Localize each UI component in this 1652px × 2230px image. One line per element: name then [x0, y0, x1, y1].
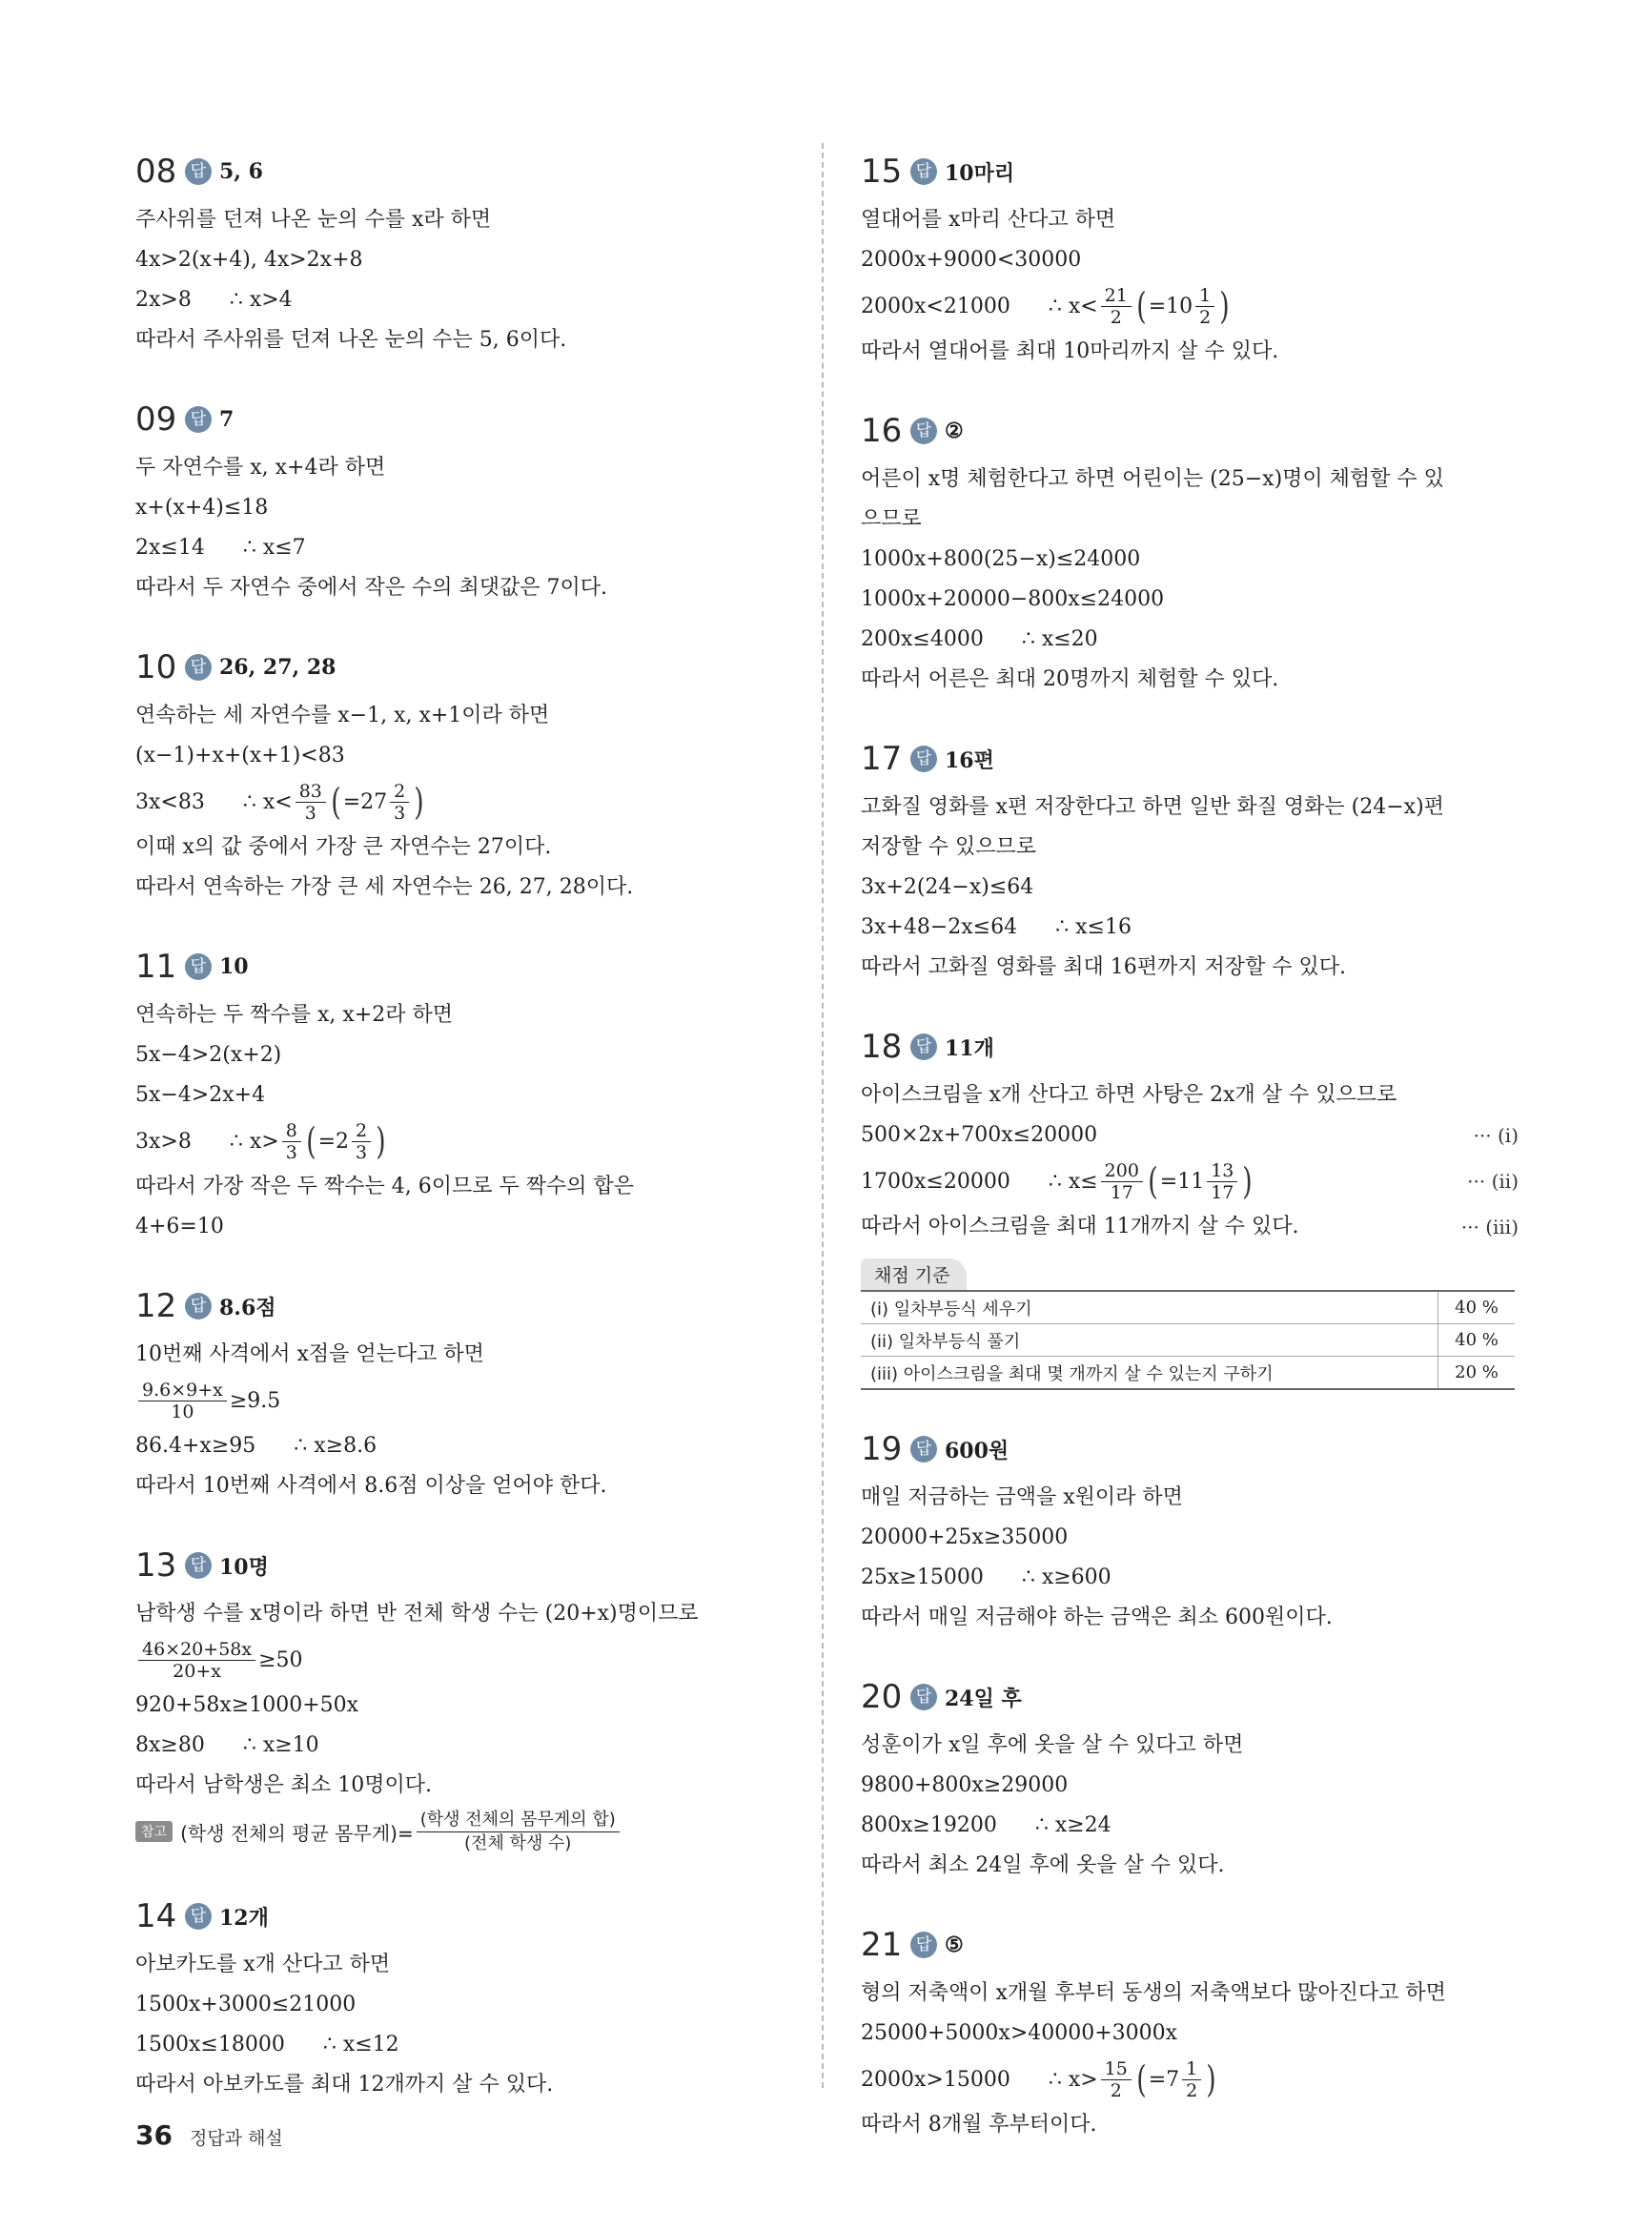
denominator: 3	[356, 1141, 368, 1163]
equation-line	[135, 1726, 669, 1766]
problem-number: 19	[861, 1430, 903, 1468]
numerator: 1	[1182, 2059, 1201, 2080]
problem-header	[135, 639, 669, 696]
solution-line: 연속하는 세 자연수를 x−1, x, x+1이라 하면	[135, 704, 550, 727]
answer-badge-icon: 답	[185, 1903, 212, 1930]
answer-text: 10마리	[945, 160, 1015, 186]
page-footer	[135, 2119, 283, 2151]
denominator: 2	[1199, 306, 1212, 328]
answer-text: 11개	[945, 1035, 994, 1061]
answer-text: 12개	[219, 1905, 269, 1931]
left-column	[135, 143, 699, 2136]
numerator: 2	[390, 782, 409, 803]
mixed-whole: =27	[342, 789, 388, 814]
problem-header	[861, 143, 1519, 200]
problem-number: 12	[135, 1287, 177, 1325]
equation-conclusion: ∴ x>	[1048, 2067, 1098, 2092]
equation-line: 1000x+20000−800x≤24000	[861, 587, 1165, 611]
fraction	[138, 1640, 255, 1681]
equation-conclusion: ∴ x>	[229, 1129, 279, 1154]
fraction	[1101, 1161, 1143, 1202]
step-marker: ··· (i)	[1473, 1124, 1519, 1147]
equation-line	[861, 1115, 1519, 1156]
equation-line	[135, 528, 669, 568]
problem-number: 20	[861, 1678, 903, 1716]
equation-line: 2000x<21000 ∴ x< $\frac{21}{2}$ ( =10 $\frac{1}{2}$ )	[861, 284, 1230, 328]
right-column	[861, 143, 1519, 2176]
rubric-percent: 40 %	[1438, 1291, 1516, 1324]
equation-line: 3x<83 ∴ x< $\frac{83}{3}$ ( =27 $\frac{2}{3}$ )	[135, 780, 424, 824]
denominator: 17	[1211, 1181, 1234, 1203]
numerator: 8	[282, 1121, 301, 1142]
solution-line: 두 자연수를 x, x+4라 하면	[135, 456, 386, 480]
conclusion-line: 따라서 남학생은 최소 10명이다.	[135, 1773, 432, 1797]
equation-line: 3x>8 ∴ x> $\frac{8}{3}$ ( =2 $\frac{2}{3}$ )	[135, 1119, 386, 1163]
equation-step: 2000x>15000	[861, 2067, 1010, 2092]
answer-text: 5, 6	[219, 159, 263, 184]
problem-number: 21	[861, 1926, 903, 1964]
problem-20	[861, 1668, 1519, 1886]
footer-title: 정답과 해설	[189, 2128, 283, 2149]
mixed-whole: =10	[1148, 294, 1193, 318]
denominator: 3	[394, 802, 406, 824]
numerator: 200	[1101, 1161, 1143, 1182]
problem-number: 14	[135, 1897, 177, 1935]
problem-header	[861, 1916, 1519, 1974]
answer-badge-icon: 답	[910, 1932, 937, 1958]
problem-14	[135, 1888, 669, 2105]
equation-line	[135, 2025, 669, 2065]
page-number: 36	[135, 2119, 173, 2151]
conclusion-line: 따라서 고화질 영화를 최대 16편까지 저장할 수 있다.	[861, 955, 1346, 979]
equation-line	[135, 1634, 669, 1686]
problem-08	[135, 143, 669, 360]
denominator: 3	[285, 1141, 297, 1163]
equation-line: 9800+800x≥29000	[861, 1773, 1069, 1797]
equation-conclusion: ∴ x≥600	[1021, 1565, 1112, 1589]
conclusion-line: 따라서 가장 작은 두 짝수는 4, 6이므로 두 짝수의 합은	[135, 1175, 634, 1198]
conclusion-line	[861, 1207, 1519, 1247]
equation-line: 20000+25x≥35000	[861, 1525, 1069, 1549]
equation-line: 1000x+800(25−x)≤24000	[861, 547, 1141, 571]
problem-15	[861, 143, 1519, 372]
fraction	[1101, 286, 1132, 327]
answer-badge-icon: 답	[185, 1552, 212, 1579]
equation-line: 3x+2(24−x)≤64	[861, 875, 1034, 899]
equation-line	[861, 1558, 1519, 1598]
table-row	[861, 1324, 1515, 1357]
conclusion-line: 따라서 연속하는 가장 큰 세 자연수는 26, 27, 28이다.	[135, 875, 634, 899]
equation-step: 2x≤14	[135, 536, 205, 560]
solution-line: 아보카도를 x개 산다고 하면	[135, 1953, 391, 1976]
equation-step: 800x≥19200	[861, 1813, 997, 1837]
rubric-percent: 20 %	[1438, 1357, 1516, 1390]
step-marker: ··· (iii)	[1460, 1216, 1519, 1238]
numerator: 1	[1195, 286, 1214, 307]
equation-conclusion: ∴ x≤12	[322, 2033, 399, 2056]
equation-conclusion: ∴ x≤	[1048, 1169, 1098, 1194]
solution-line: 어른이 x명 체험한다고 하면 어린이는 (25−x)명이 체험할 수 있	[861, 467, 1444, 491]
solution-line: 성훈이가 x일 후에 옷을 살 수 있다고 하면	[861, 1733, 1244, 1757]
solution-line: 아이스크림을 x개 산다고 하면 사탕은 2x개 살 수 있으므로	[861, 1083, 1397, 1107]
problem-header	[135, 143, 669, 200]
inequality-rhs: ≥9.5	[229, 1388, 281, 1413]
note-lhs: (학생 전체의 평균 몸무게)=	[180, 1821, 414, 1845]
numerator: 15	[1101, 2059, 1132, 2080]
equation-line: 920+58x≥1000+50x	[135, 1693, 359, 1717]
grading-rubric	[861, 1258, 1515, 1390]
solution-line: 매일 저금하는 금액을 x원이라 하면	[861, 1485, 1183, 1509]
problem-number: 11	[135, 948, 177, 986]
numerator: 83	[296, 782, 326, 803]
answer-text: 16편	[945, 747, 994, 773]
problem-10	[135, 639, 669, 908]
mixed-whole: =11	[1159, 1169, 1205, 1194]
problem-header	[861, 1668, 1519, 1726]
solution-line: 고화질 영화를 x편 저장한다고 하면 일반 화질 영화는 (24−x)편	[861, 795, 1444, 819]
table-row	[861, 1291, 1515, 1324]
problem-number: 08	[135, 153, 177, 191]
equation-conclusion: ∴ x≥8.6	[294, 1434, 377, 1458]
denominator: 2	[1186, 2079, 1198, 2101]
equation-line: 1500x+3000≤21000	[135, 1993, 357, 2016]
equation-line: 2000x+9000<30000	[861, 248, 1082, 272]
numerator: 21	[1101, 286, 1132, 307]
equation-line: 4x>2(x+4), 4x>2x+8	[135, 248, 363, 272]
rubric-criterion: (ii) 일차부등식 풀기	[861, 1324, 1438, 1357]
equation-step: 3x<83	[135, 789, 205, 814]
problem-number: 18	[861, 1028, 903, 1066]
answer-text: ②	[945, 419, 964, 443]
problem-header	[135, 391, 669, 448]
problem-header	[135, 1278, 669, 1335]
conclusion-line: 따라서 8개월 후부터이다.	[861, 2113, 1097, 2137]
conclusion-text: 따라서 아이스크림을 최대 11개까지 살 수 있다.	[861, 1215, 1299, 1238]
solution-line: 저장할 수 있으므로	[861, 835, 1037, 859]
fraction	[352, 1121, 371, 1162]
answer-text: 24일 후	[945, 1686, 1022, 1711]
problem-number: 16	[861, 412, 903, 450]
equation-conclusion: ∴ x>4	[229, 288, 293, 312]
inequality-rhs: ≥50	[258, 1647, 303, 1672]
fraction	[390, 782, 409, 823]
reference-note	[135, 1806, 669, 1857]
equation-line: 2000x>15000 ∴ x> $\frac{15}{2}$ ( =7 $\frac{1}{2}$ )	[861, 2057, 1216, 2101]
answer-badge-icon: 답	[910, 746, 937, 772]
problem-number: 09	[135, 400, 177, 439]
fraction	[1182, 2059, 1201, 2100]
equation-line: 5x−4>2x+4	[135, 1083, 266, 1107]
fraction	[1101, 2059, 1132, 2100]
problem-number: 15	[861, 153, 903, 191]
denominator: 20+x	[173, 1660, 221, 1682]
conclusion-line: 따라서 열대어를 최대 10마리까지 살 수 있다.	[861, 339, 1279, 363]
equation-conclusion: ∴ x≤16	[1055, 915, 1132, 939]
answer-badge-icon: 답	[185, 158, 212, 185]
conclusion-line: 따라서 주사위를 던져 나온 눈의 수는 5, 6이다.	[135, 328, 567, 352]
equation-step: 1500x≤18000	[135, 2033, 285, 2056]
denominator: 10	[171, 1401, 194, 1422]
equation-line	[135, 280, 669, 320]
table-row	[861, 1357, 1515, 1390]
equation-conclusion: ∴ x≤20	[1021, 627, 1098, 651]
solution-line: 열대어를 x마리 산다고 하면	[861, 208, 1116, 232]
problem-header	[861, 402, 1519, 460]
equation-step: 2x>8	[135, 288, 192, 312]
conclusion-line: 따라서 10번째 사격에서 8.6점 이상을 얻어야 한다.	[135, 1474, 607, 1498]
answer-text: 7	[219, 407, 235, 432]
solution-line: 남학생 수를 x명이라 하면 반 전체 학생 수는 (20+x)명이므로	[135, 1602, 699, 1626]
answer-badge-icon: 답	[185, 654, 212, 681]
answer-badge-icon: 답	[910, 1033, 937, 1060]
problem-header	[135, 1888, 669, 1945]
answer-text: 10명	[219, 1554, 269, 1580]
solution-line: 주사위를 던져 나온 눈의 수를 x라 하면	[135, 208, 492, 232]
rubric-table	[861, 1290, 1515, 1390]
answer-text: 26, 27, 28	[219, 655, 337, 680]
equation-conclusion: ∴ x≥24	[1034, 1813, 1112, 1837]
conclusion-line: 따라서 두 자연수 중에서 작은 수의 최댓값은 7이다.	[135, 576, 607, 600]
answer-badge-icon: 답	[910, 158, 937, 185]
equation-line	[135, 1375, 669, 1426]
mixed-whole: =7	[1148, 2067, 1180, 2092]
conclusion-line: 따라서 최소 24일 후에 옷을 살 수 있다.	[861, 1853, 1225, 1877]
answer-badge-icon: 답	[910, 1684, 937, 1710]
answer-badge-icon: 답	[910, 1436, 937, 1463]
solution-line: 10번째 사격에서 x점을 얻는다고 하면	[135, 1342, 484, 1366]
equation-line: (x−1)+x+(x+1)<83	[135, 744, 345, 767]
problem-12	[135, 1278, 669, 1506]
problem-16	[861, 402, 1519, 700]
problem-13	[135, 1537, 699, 1857]
column-divider	[822, 143, 824, 2088]
problem-number: 10	[135, 648, 177, 686]
numerator: 13	[1207, 1161, 1237, 1182]
problem-header	[135, 1537, 669, 1594]
equation-line: 4+6=10	[135, 1215, 224, 1238]
numerator: 2	[352, 1121, 371, 1142]
mixed-whole: =2	[317, 1129, 350, 1154]
fraction	[296, 782, 326, 823]
problem-18	[861, 1018, 1519, 1390]
answer-text: 600원	[945, 1438, 1010, 1463]
rubric-title: 채점 기준	[861, 1258, 967, 1290]
answer-badge-icon: 답	[910, 418, 937, 444]
equation-line	[861, 620, 1519, 660]
conclusion-line: 따라서 아보카도를 최대 12개까지 살 수 있다.	[135, 2073, 554, 2097]
fraction	[138, 1381, 227, 1422]
denominator: 3	[304, 802, 316, 824]
equation-line: 25000+5000x>40000+3000x	[861, 2021, 1178, 2045]
numerator: 9.6×9+x	[138, 1381, 227, 1401]
equation-line: 5x−4>2(x+2)	[135, 1043, 282, 1067]
fraction	[282, 1121, 301, 1162]
rubric-percent: 40 %	[1438, 1324, 1516, 1357]
conclusion-line: 따라서 매일 저금해야 하는 금액은 최소 600원이다.	[861, 1606, 1333, 1629]
problem-header	[861, 730, 1519, 788]
problem-number: 17	[861, 740, 903, 778]
answer-text: ⑤	[945, 1933, 964, 1957]
solution-line: 형의 저축액이 x개월 후부터 동생의 저축액보다 많아진다고 하면	[861, 1981, 1446, 2005]
conclusion-line: 따라서 어른은 최대 20명까지 체험할 수 있다.	[861, 667, 1279, 691]
equation-step: 200x≤4000	[861, 627, 984, 651]
numerator: 46×20+58x	[138, 1640, 255, 1661]
equation-line: x+(x+4)≤18	[135, 496, 269, 520]
equation-conclusion: ∴ x≥10	[242, 1733, 319, 1757]
equation-line	[135, 1426, 669, 1466]
problem-11	[135, 938, 669, 1247]
equation-step: 8x≥80	[135, 1733, 205, 1757]
rubric-criterion: (i) 일차부등식 세우기	[861, 1291, 1438, 1324]
problem-09	[135, 391, 669, 608]
denominator: (전체 학생 수)	[464, 1832, 572, 1853]
problem-21	[861, 1916, 1519, 2145]
equation-conclusion: ∴ x<	[242, 789, 293, 814]
problem-header	[861, 1421, 1519, 1478]
solution-line: 연속하는 두 짝수를 x, x+2라 하면	[135, 1003, 453, 1027]
equation-step: 3x>8	[135, 1129, 192, 1154]
problem-header	[135, 938, 669, 995]
equation-step: 25x≥15000	[861, 1565, 984, 1589]
problem-19	[861, 1421, 1519, 1638]
equation-line	[861, 1806, 1519, 1846]
equation-line	[861, 908, 1519, 948]
denominator: 17	[1110, 1181, 1133, 1203]
answer-text: 8.6점	[219, 1295, 276, 1320]
equation-conclusion: ∴ x≤7	[242, 536, 306, 560]
answer-badge-icon: 답	[185, 406, 212, 433]
equation-step: 3x+48−2x≤64	[861, 915, 1018, 939]
equation-step: 500×2x+700x≤20000	[861, 1123, 1098, 1147]
answer-badge-icon: 답	[185, 953, 212, 980]
equation-step: 86.4+x≥95	[135, 1434, 256, 1458]
equation-step: 2000x<21000	[861, 294, 1010, 318]
equation-step: 1700x≤20000	[861, 1169, 1010, 1194]
step-marker: ··· (ii)	[1467, 1170, 1519, 1193]
solution-line: 이때 x의 값 중에서 가장 큰 자연수는 27이다.	[135, 835, 552, 859]
equation-line: 1700x≤20000 ∴ x≤ $\frac{200}{17}$ ( =11 $\frac{13}{17}$ ) ··· (ii)	[861, 1159, 1519, 1203]
solution-line: 으므로	[861, 507, 922, 531]
fraction	[1207, 1161, 1237, 1202]
equation-conclusion: ∴ x<	[1048, 294, 1098, 318]
denominator: 2	[1110, 2079, 1122, 2101]
answer-badge-icon: 답	[185, 1293, 212, 1320]
problem-17	[861, 730, 1519, 988]
note-tag: 참고	[135, 1821, 173, 1842]
fraction	[417, 1810, 620, 1854]
answer-text: 10	[219, 954, 249, 979]
problem-number: 13	[135, 1546, 177, 1585]
numerator: (학생 전체의 몸무게의 합)	[417, 1810, 620, 1832]
rubric-criterion: (iii) 아이스크림을 최대 몇 개까지 살 수 있는지 구하기	[861, 1357, 1438, 1390]
problem-header	[861, 1018, 1519, 1075]
fraction	[1195, 286, 1214, 327]
denominator: 2	[1110, 306, 1122, 328]
